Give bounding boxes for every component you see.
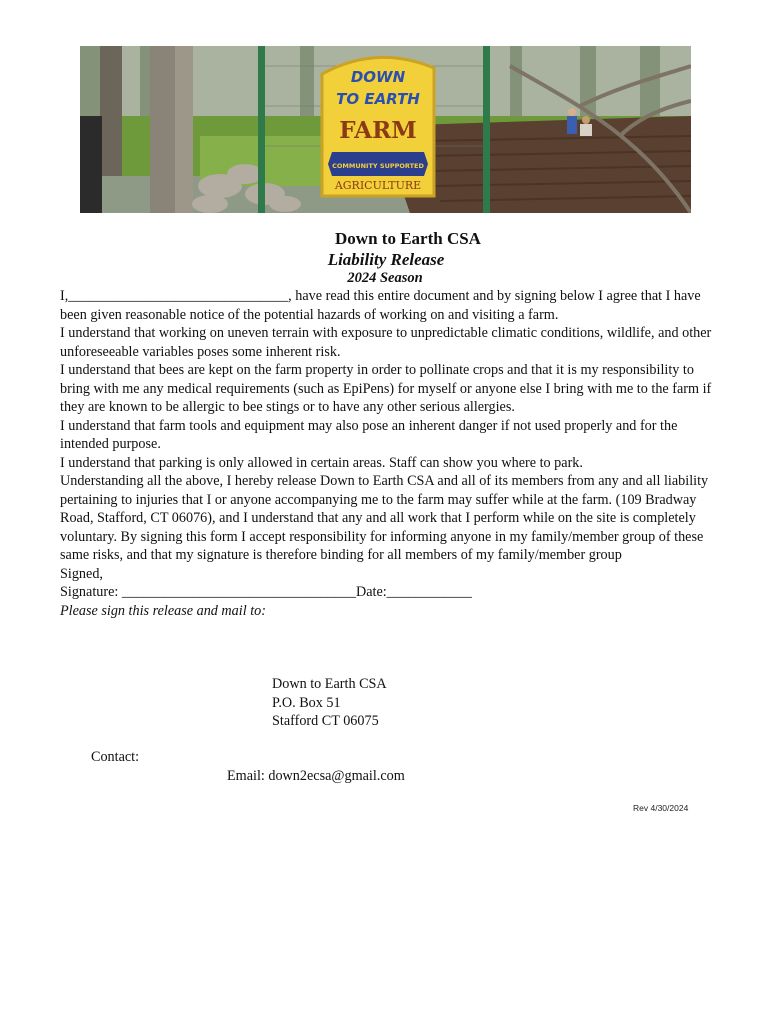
farm-banner-image — [80, 46, 691, 213]
paragraph-release: Understanding all the above, I hereby release Down to Earth CSA and all of its members from any and all liability pertaining to injuries that I or anyone accompanying me to the farm may suffer while at the farm. (109 Bradway Road, Stafford, CT 06076), and I understand that any and all work that I perform while on the site is completely voluntary. By signing this form I accept responsibility for informing anyone in my family/member group of these same risks, and that my signature is therefore binding for all members of my family/member group — [60, 473, 709, 563]
paragraph-terrain: I understand that working on uneven terrain with exposure to unpredictable climatic conditions, wildlife, and other unforeseeable variables poses some inherent risk. — [60, 325, 712, 360]
mailing-address — [272, 675, 387, 731]
sign-ribbon: COMMUNITY SUPPORTED — [332, 162, 424, 170]
revision-date: Rev 4/30/2024 — [633, 803, 689, 813]
sign-line1: DOWN — [350, 68, 406, 86]
document-title: Down to Earth CSA — [335, 229, 481, 248]
sign-line4: AGRICULTURE — [334, 179, 422, 192]
address-line-3: Stafford CT 06075 — [272, 713, 379, 729]
sign-line2: TO EARTH — [336, 90, 420, 108]
paragraph-tools: I understand that farm tools and equipment may also pose an inherent danger if not used properly and for the intended purpose. — [60, 417, 678, 452]
release-body — [60, 287, 720, 620]
signature-date-line: Signature: _________________________________Date:____________ — [60, 584, 472, 600]
signed-label: Signed, — [60, 565, 103, 582]
paragraph-parking: I understand that parking is only allowed in certain areas. Staff can show you where to park. — [60, 454, 583, 471]
farm-sign — [322, 57, 434, 196]
paragraph-bees: I understand that bees are kept on the farm property in order to pollinate crops and that it is my responsibility to bring with me any medical requirements (such as EpiPens) for myself or anyone else I bring with me to the farm if they are known to be allergic to bee stings or to have any other serious allergies. — [60, 362, 712, 415]
contact-label: Contact: — [91, 749, 140, 765]
sign-line3: FARM — [339, 117, 417, 144]
document-subtitle: Liability Release — [327, 250, 445, 269]
address-line-2: P.O. Box 51 — [272, 694, 341, 711]
contact-email: Email: down2ecsa@gmail.com — [227, 768, 405, 784]
season-label: 2024 Season — [347, 270, 423, 286]
address-line-1: Down to Earth CSA — [272, 676, 387, 692]
mail-instruction: Please sign this release and mail to: — [60, 602, 266, 619]
paragraph-acknowledgement: I,_______________________________, have read this entire document and by signing below I agree that I have been given reasonable notice of the potential hazards of working on and visiting a farm. — [60, 288, 701, 323]
